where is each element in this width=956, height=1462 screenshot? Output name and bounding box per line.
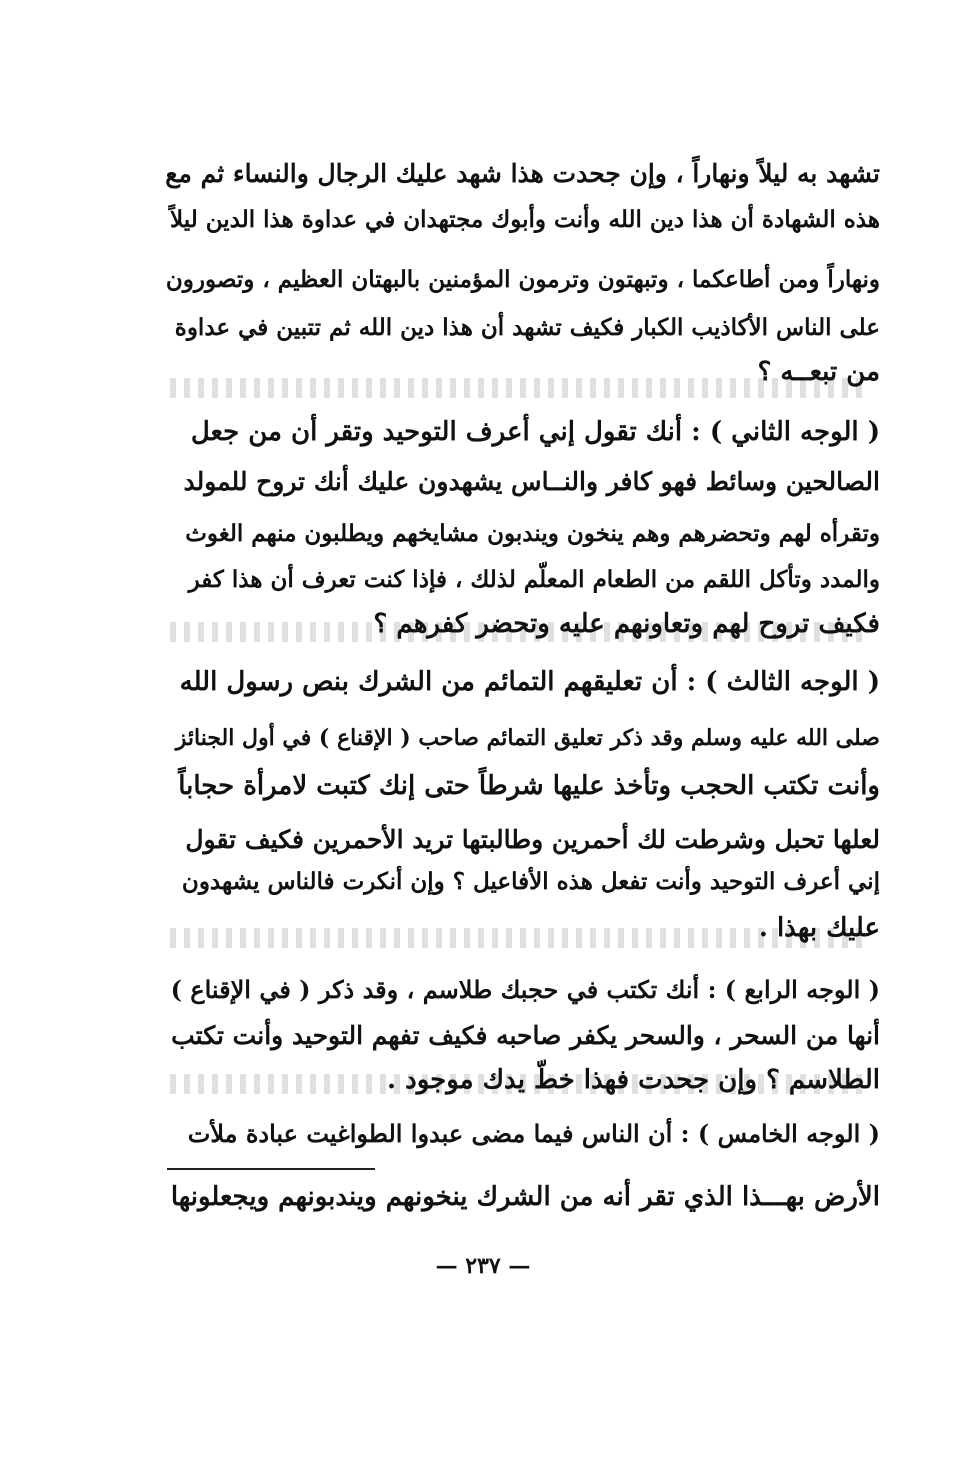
text-line: ( الوجه الخامس ) : أن الناس فيما مضى عبدوا الطواغيت عبادة ملأت (187, 1119, 880, 1148)
text-line: وأنت تكتب الحجب وتأخذ عليها شرطاً حتى إنك كتبت لامرأة حجاباً (178, 771, 880, 801)
text-line: الطلاسم ؟ وإن جحدت فهذا خطّ يدك موجود . (387, 1065, 880, 1095)
text-line: ( الوجه الرابع ) : أنك تكتب في حجبك طلاسم ، وقد ذكر ( في الإقناع ) (170, 975, 880, 1004)
text-line: وتقرأه لهم وتحضرهم وهم ينخون ويندبون مشايخهم ويطلبون منهم الغوث (185, 520, 880, 547)
text-line: فكيف تروح لهم وتعاونهم عليه وتحضر كفرهم ؟ (373, 609, 880, 639)
text-line: ( الوجه الثالث ) : أن تعليقهم التمائم من الشرك بنص رسول الله (179, 667, 880, 697)
text-line: تشهد به ليلاً ونهاراً ، وإن جحدت هذا شهد عليك الرجال والنساء ثم مع (165, 159, 880, 188)
text-line: صلى الله عليه وسلم وقد ذكر تعليق التمائم صاحب ( الإقناع ) في أول الجنائز (175, 725, 880, 751)
footnote-text: الأرض بهـــذا الذي تقر أنه من الشرك ينخونهم ويندبونهم ويجعلونها (170, 1182, 880, 1212)
text-line: من تبعــه ؟ (757, 357, 880, 387)
text-line: عليك بهذا . (758, 913, 880, 943)
text-line: إني أعرف التوحيد وأنت تفعل هذه الأفاعيل ؟ وإن أنكرت فالناس يشهدون (181, 868, 880, 895)
text-line: لعلها تحبل وشرطت لك أحمرين وطالبتها تريد الأحمرين فكيف تقول (185, 825, 880, 854)
text-line: ونهاراً ومن أطاعكما ، وتبهتون وترمون المؤمنين بالبهتان العظيم ، وتصورون (165, 266, 880, 293)
text-line: ( الوجه الثاني ) : أنك تقول إني أعرف التوحيد وتقر أن من جعل (190, 417, 880, 447)
text-line: أنها من السحر ، والسحر يكفر صاحبه فكيف تفهم التوحيد وأنت تكتب (171, 1021, 880, 1050)
text-line: الصالحين وسائط فهو كافر والنــاس يشهدون عليك أنك تروح للمولد (183, 467, 880, 496)
footnote-divider (167, 1168, 375, 1170)
text-line: هذه الشهادة أن هذا دين الله وأنت وأبوك مجتهدان في عداوة هذا الدين ليلاً (170, 206, 880, 233)
page-number: — ٢٣٧ — (435, 1253, 531, 1279)
text-line: والمدد وتأكل اللقم من الطعام المعلّم لذلك ، فإذا كنت تعرف أن هذا كفر (188, 566, 880, 593)
text-line: على الناس الأكاذيب الكبار فكيف تشهد أن هذا دين الله ثم تتبين في عداوة (174, 314, 880, 341)
